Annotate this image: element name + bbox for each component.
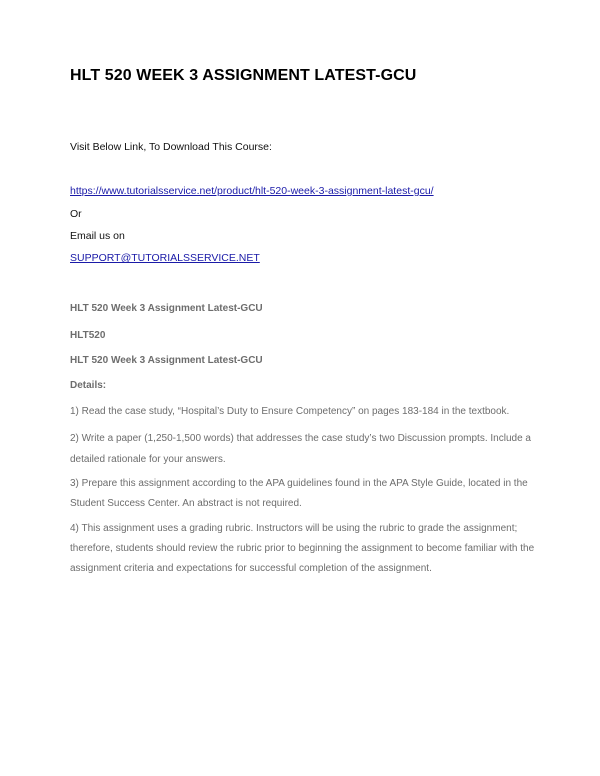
document-title: HLT 520 WEEK 3 ASSIGNMENT LATEST-GCU xyxy=(70,67,417,84)
email-link[interactable]: SUPPORT@TUTORIALSSERVICE.NET xyxy=(70,252,260,264)
details-item-4-line-2: therefore, students should review the rubric prior to beginning the assignment to become familiar with the xyxy=(70,543,535,554)
section-heading: HLT 520 Week 3 Assignment Latest-GCU xyxy=(70,303,263,314)
details-item-1: 1) Read the case study, “Hospital’s Duty to Ensure Competency” on pages 183-184 in the textbook. xyxy=(70,406,510,417)
details-item-3-line-1: 3) Prepare this assignment according to the APA guidelines found in the APA Style Guide, located in the xyxy=(70,478,528,489)
or-text: Or xyxy=(70,208,82,220)
email-text: Email us on xyxy=(70,230,125,242)
details-label: Details: xyxy=(70,380,107,391)
details-item-2-line-1: 2) Write a paper (1,250-1,500 words) that addresses the case study’s two Discussion prompts. Include a xyxy=(70,433,531,444)
details-item-4-line-1: 4) This assignment uses a grading rubric. Instructors will be using the rubric to grade the assignment; xyxy=(70,523,518,534)
section-subheading: HLT 520 Week 3 Assignment Latest-GCU xyxy=(70,355,263,366)
course-code: HLT520 xyxy=(70,330,106,341)
course-link[interactable]: https://www.tutorialsservice.net/product/hlt-520-week-3-assignment-latest-gcu/ xyxy=(70,185,434,197)
details-item-3-line-2: Student Success Center. An abstract is not required. xyxy=(70,498,302,509)
details-item-2-line-2: detailed rationale for your answers. xyxy=(70,454,226,465)
details-item-4-line-3: assignment criteria and expectations for successful completion of the assignment. xyxy=(70,563,432,574)
visit-text: Visit Below Link, To Download This Course: xyxy=(70,141,272,153)
